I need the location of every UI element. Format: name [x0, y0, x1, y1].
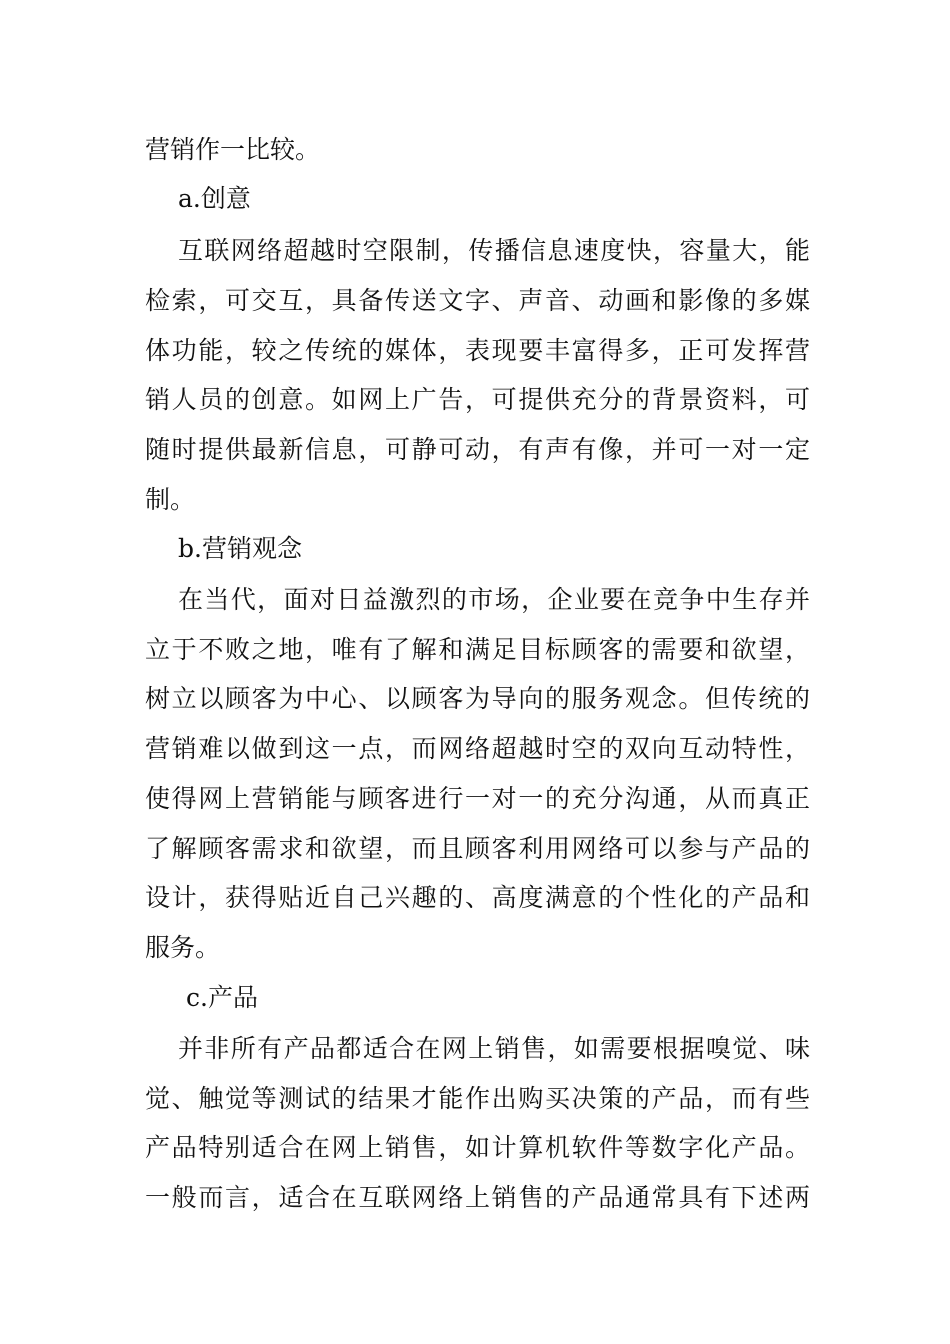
text-line: 制。	[145, 485, 196, 514]
text-line: 设计，获得贴近自己兴趣的、高度满意的个性化的产品和	[145, 883, 810, 912]
text-line: 使得网上营销能与顾客进行一对一的充分沟通，从而真正	[145, 784, 810, 813]
text-line: 营销作一比较。	[145, 135, 321, 164]
text-line: 产品特别适合在网上销售，如计算机软件等数字化产品。	[145, 1133, 810, 1162]
text-line: 并非所有产品都适合在网上销售，如需要根据嗅觉、味	[178, 1034, 810, 1063]
text-line: 检索，可交互，具备传送文字、声音、动画和影像的多媒	[145, 286, 810, 315]
text-line: 服务。	[145, 933, 221, 962]
text-line: 在当代，面对日益激烈的市场，企业要在竞争中生存并	[178, 585, 810, 614]
section-heading-product: c.产品	[186, 983, 258, 1012]
text-line: 随时提供最新信息，可静可动，有声有像，并可一对一定	[145, 435, 810, 464]
text-line: 一般而言，适合在互联网络上销售的产品通常具有下述两	[145, 1183, 810, 1212]
text-line: 树立以顾客为中心、以顾客为导向的服务观念。但传统的	[145, 684, 810, 713]
text-line: 觉、触觉等测试的结果才能作出购买决策的产品，而有些	[145, 1084, 810, 1113]
text-line: 互联网络超越时空限制，传播信息速度快，容量大，能	[178, 236, 810, 265]
text-line: 体功能，较之传统的媒体，表现要丰富得多，正可发挥营	[145, 336, 810, 365]
text-line: 营销难以做到这一点，而网络超越时空的双向互动特性，	[145, 734, 810, 763]
text-line: 立于不败之地，唯有了解和满足目标顾客的需要和欲望，	[145, 635, 810, 664]
text-line: 销人员的创意。如网上广告，可提供充分的背景资料，可	[145, 385, 810, 414]
section-heading-creativity: a.创意	[178, 184, 251, 213]
text-line: 了解顾客需求和欲望，而且顾客利用网络可以参与产品的	[145, 834, 810, 863]
section-heading-marketing-concept: b.营销观念	[178, 534, 302, 563]
